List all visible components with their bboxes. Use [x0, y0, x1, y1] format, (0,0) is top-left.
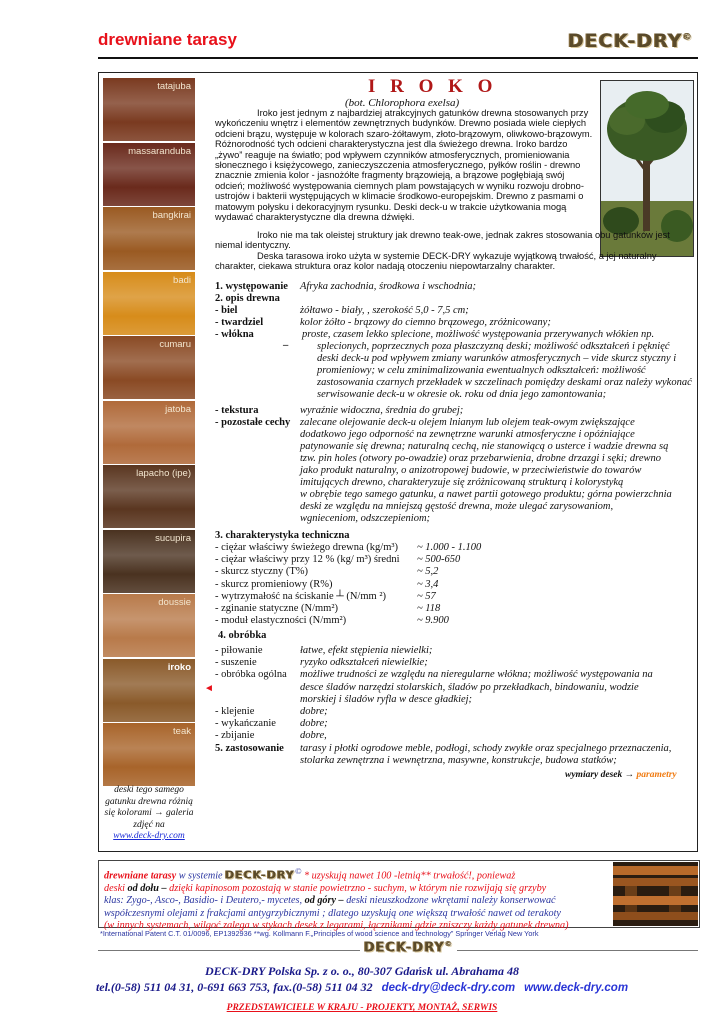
section-obrobka: 4. obróbka — [218, 630, 267, 641]
gallery-note: deski tego samego gatunku drewna różnią się kolorami → galeria zdjęć na www.deck-dry.com — [104, 785, 194, 841]
obrobka-value: łatwe, efekt stępienia niewielki; — [300, 645, 433, 656]
obrobka-label: - piłowanie — [215, 645, 263, 656]
twardziel-label: - twardziel — [215, 317, 264, 328]
deck-beams-image — [613, 862, 698, 926]
wystepowanie-value: Afryka zachodnia, środkowa i wschodnia; — [300, 281, 477, 292]
obrobka-value: dobre; — [300, 706, 328, 717]
char-label: - skurcz promieniowy (R%) — [215, 578, 333, 590]
footer-logo: DECK-DRY — [225, 868, 295, 882]
article-subtitle: (bot. Chlorophora exelsa) — [345, 97, 460, 109]
wlokna-line-5: zastosowania czarnych przekładek w szczelinach pomiędzy deskami oraz należy wykonać — [317, 377, 692, 388]
website-link[interactable]: www.deck-dry.com — [524, 982, 629, 994]
company-address: DECK-DRY Polska Sp. z o. o., 80-307 Gdańsk ul. Abrahama 48 — [205, 964, 519, 978]
pozostale-line-6: imitujących drewno, charakteryzuje się zróżnicowaną strukturą i kolorystyką — [300, 477, 624, 488]
obrobka-value: możliwe trudności ze względu na nieregularne włókna; możliwość występowania na — [300, 669, 653, 681]
char-value: ~ 500-650 — [417, 554, 461, 566]
footer-text — [104, 865, 609, 933]
char-label: - moduł elastyczności (N/mm²) — [215, 615, 347, 627]
obrobka-value: dobre, — [300, 730, 327, 742]
bottom-logo: DECK-DRY© — [360, 940, 457, 955]
email-link[interactable]: deck-dry@deck-dry.com — [381, 982, 516, 994]
wood-sample-lapacho-ipe[interactable] — [103, 465, 195, 528]
wood-sample-label: lapacho (ipe) — [136, 468, 191, 479]
wood-sample-bangkirai[interactable] — [103, 207, 195, 270]
obrobka-value: desce śladów narzędzi stolarskich, śladów po przekładkach, bindowaniu, wodzie — [300, 681, 639, 693]
extra-text — [215, 230, 691, 272]
tekstura-label: - tekstura — [215, 405, 259, 416]
char-value: ~ 9.900 — [417, 615, 449, 627]
char-label: - skurcz styczny (T%) — [215, 566, 309, 578]
wymiary-label: wymiary desek → — [565, 770, 635, 780]
obrobka-label: - wykańczanie — [215, 718, 276, 730]
wood-sample-label: doussie — [158, 597, 191, 608]
wood-sample-badi[interactable] — [103, 272, 195, 335]
pozostale-line-4: tzw. pin holes (otwory po-owadzie) oraz przebarwienia, drobne drzazgi i sęki; drewno — [300, 453, 661, 464]
pozostale-line-3: patynowanie się drewna; naturalną cechą, nie stanowiącą o usterce i wadzie drewna są — [300, 441, 669, 452]
page-title: drewniane tarasy — [98, 30, 237, 49]
pozostale-line-2: dodatkowo jego odporność na zewnętrzne warunki atmosferyczne i opóźniające — [300, 429, 635, 440]
zastosowanie-line-2: stolarka zewnętrzna i wewnętrzna, masywne, konstrukcje, budowa statków; — [300, 755, 617, 766]
wood-sample-cumaru[interactable] — [103, 336, 195, 399]
wood-sample-doussie[interactable] — [103, 594, 195, 657]
pozostale-line-7: w obrębie tego samego gatunku, a nawet partii gotowego produktu; górna powierzchnia — [300, 489, 672, 500]
pozostale-line-5: jako produkt naturalny, o anizotropowej budowie, w przeciwieństwie do towarów — [300, 465, 642, 476]
biel-value: żółtawo - biały, , szerokość 5,0 - 7,5 cm; — [300, 305, 469, 316]
phone-numbers: tel.(0-58) 511 04 31, 0-691 663 753, fax.(0-58) 511 04 32 — [95, 980, 373, 994]
wood-sample-label: teak — [173, 726, 191, 737]
wlokna-dash: – — [283, 340, 289, 351]
representatives-link[interactable]: PRZEDSTAWICIELE W KRAJU - PROJEKTY, MONTAŻ, SERWIS — [226, 1003, 498, 1013]
patent-note: *International Patent C.T. 01/0096, EP1392936 **wg. Kollmann F.„Principles of wood science and technology” Springer Verlag New York — [100, 929, 539, 938]
wood-sample-massaranduba[interactable] — [103, 143, 195, 206]
obrobka-label: - obróbka ogólna — [215, 669, 287, 681]
wlokna-line-3: deski deck-u pod wpływem zmiany warunków atmosferycznych – vide skurcz styczny i — [317, 353, 677, 364]
pozostale-line-9: wgnieceniom, odszczepieniom; — [300, 513, 431, 524]
pozostale-line-8: deski ze względu na mniejszą gęstość drewna, może ulegać zarysowaniom, — [300, 501, 614, 512]
wood-sample-label: sucupira — [155, 532, 191, 544]
intro-paragraph: Iroko jest jednym z najbardziej atrakcyjnych gatunków drewna stosowanych przy wykończeniu wnętrz i elementów zewnętrznych budynków. Drewno posiada wiele ciepłych odcieni brązu, występuje w kolorach szaro-żółtawym, złoto-brązowym, oliwkowo-brązowym. Różnorodność tych odcieni charakterystyczna jest dla świeżego drewna. Iroko bardzo „żywo” reaguje na światło; pod wpływem czynników atmosferycznych, promieniowania słonecznego i księżycowego, zanieczyszczenia atmosferycznego, pyłków roślin - drewno znacznie zmienia kolor - jasnożółte fragmenty brązowieją, a brązowe pogłębiają swój odcień; możliwość występowania ciemnych plam powstających w wyniku rozwoju drobno-ustrojów i bakterii występujących w klimacie środkowo-europejskim. Drewno z pasmami o matowym połysku i dekoracyjnym rysunku. Deski deck-u w trakcie użytkowania mogą wydawać charakterystyczne dla drewna dźwięki. — [215, 108, 593, 223]
wood-sample-label: bangkirai — [152, 210, 191, 221]
char-label: - ciężar właściwy przy 12 % (kg/ m³) średni — [215, 554, 400, 566]
char-value: ~ 5,2 — [417, 566, 439, 578]
section-opis: 2. opis drewna — [215, 293, 280, 304]
wlokna-line-4: promieniowy; w celu zminimalizowania ewentualnych odkształceń: możliwość — [317, 365, 646, 376]
char-value: ~ 3,4 — [417, 578, 439, 590]
dimensions-link-row — [565, 770, 677, 780]
wlokna-line-6: serwisowanie deck-u w okresie ok. roku od dnia jego zamontowania; — [317, 389, 607, 400]
wood-sample-label: iroko — [167, 661, 191, 673]
wood-sample-label: tatajuba — [157, 81, 191, 92]
parametry-link[interactable]: parametry — [636, 770, 677, 780]
char-label: - ciężar właściwy świeżego drewna (kg/m³) — [215, 542, 399, 553]
footer-line-1: drewniane tarasy w systemie DECK-DRY© * uzyskują nawet 100 -letnią** trwałość!, ponieważ — [104, 866, 516, 882]
char-value: ~ 1.000 - 1.100 — [417, 542, 482, 553]
wood-sample-teak[interactable] — [103, 723, 195, 786]
wlokna-line-2: splecionych, poprzecznych poza płaszczyzną deski; możliwość odkształceń i pęknięć — [317, 341, 670, 352]
footer-line-2: deski od dołu – dzięki kapinosom pozostają w stanie powietrzno - suchym, w którym nie rozwijają się grzyby — [104, 882, 547, 894]
intro-text — [215, 108, 593, 222]
footer-line-5: (w innych systemach, wilgoć zalega w stykach desek z legarami, łącznikami gdzie zniszczy każdy gatunek drewna) — [104, 920, 569, 932]
section-charakterystyka: 3. charakterystyka techniczna — [215, 530, 350, 541]
twardziel-value: kolor żółto - brązowy do ciemno brązowego, zróżnicowany; — [300, 317, 551, 328]
section-wystepowanie: 1. występowanie — [215, 281, 288, 292]
footer-line-4: współczesnymi olejami z frakcjami antygrzybicznymi ; dlatego uzyskują one większą trwałość nawet od terakoty — [104, 907, 561, 919]
wood-sample-label: jatoba — [165, 403, 191, 415]
wood-sample-label: badi — [173, 274, 191, 286]
tekstura-value: wyraźnie widoczna, średnia do grubej; — [300, 405, 464, 416]
wood-sample-label: massaranduba — [128, 145, 191, 157]
obrobka-label: - suszenie — [215, 657, 257, 669]
wood-sample-label: cumaru — [159, 339, 191, 350]
char-value: ~ 57 — [417, 590, 436, 602]
wood-sample-jatoba[interactable] — [103, 401, 195, 464]
zastosowanie-line-1: tarasy i płotki ogrodowe meble, podłogi, schody zwykłe oraz specjalnego przeznaczenia, — [300, 743, 672, 754]
paragraph-teak-comparison: Iroko nie ma tak oleistej struktury jak drewno teak-owe, jednak zakres stosowania obu gatunków jest niemal identyczny. — [215, 230, 670, 251]
pozostale-label: - pozostałe cechy — [215, 417, 291, 428]
wood-sample-iroko[interactable] — [103, 659, 195, 722]
wlokna-label: - włókna — [215, 329, 254, 340]
char-label: - zginanie statyczne (N/mm²) — [215, 603, 338, 614]
obrobka-value: dobre; — [300, 718, 328, 730]
article-title: I R O K O — [368, 76, 498, 97]
paragraph-deck-dry: Deska tarasowa iroko użyta w systemie DECK-DRY wykazuje wyjątkową trwałość, a jej naturalny charakter, ciekawa struktura oraz kolor nadają otoczeniu niepowtarzalny charakter. — [215, 250, 657, 272]
char-value: ~ 118 — [417, 603, 441, 614]
obrobka-value: ryzyko odkształceń niewielkie; — [300, 657, 428, 669]
obrobka-label: - zbijanie — [215, 730, 255, 742]
obrobka-value: morskiej i śladów ryfla w desce gładkiej; — [300, 693, 473, 705]
section-zastosowanie: 5. zastosowanie — [215, 743, 284, 754]
header-divider — [98, 57, 698, 59]
gallery-link[interactable]: www.deck-dry.com — [113, 831, 185, 841]
wood-sample-sucupira[interactable] — [103, 530, 195, 593]
footer-line-3: klas: Zygo-, Asco-, Basidio- i Deutero,- mycetes, od góry – deski nieuszkodzone wkrętami należy konserwować — [104, 895, 556, 907]
pozostale-line-1: zalecane olejowanie deck-u olejem lnianym lub olejem teak-owym zwiększające — [300, 417, 635, 428]
biel-label: - biel — [215, 305, 238, 316]
contact-line — [0, 980, 724, 995]
wlokna-line-1: proste, czasem lekko splecione, możliwość występowania przerywanych włókien np. — [302, 329, 655, 340]
char-label: - wytrzymałość na ściskanie ┴ (N/mm ²) — [215, 590, 386, 602]
obrobka-label: - klejenie — [215, 706, 255, 717]
left-arrow-icon: ◄ — [204, 683, 214, 694]
brand-logo: DECK-DRY© — [568, 30, 693, 52]
wood-sample-tatajuba[interactable] — [103, 78, 195, 141]
